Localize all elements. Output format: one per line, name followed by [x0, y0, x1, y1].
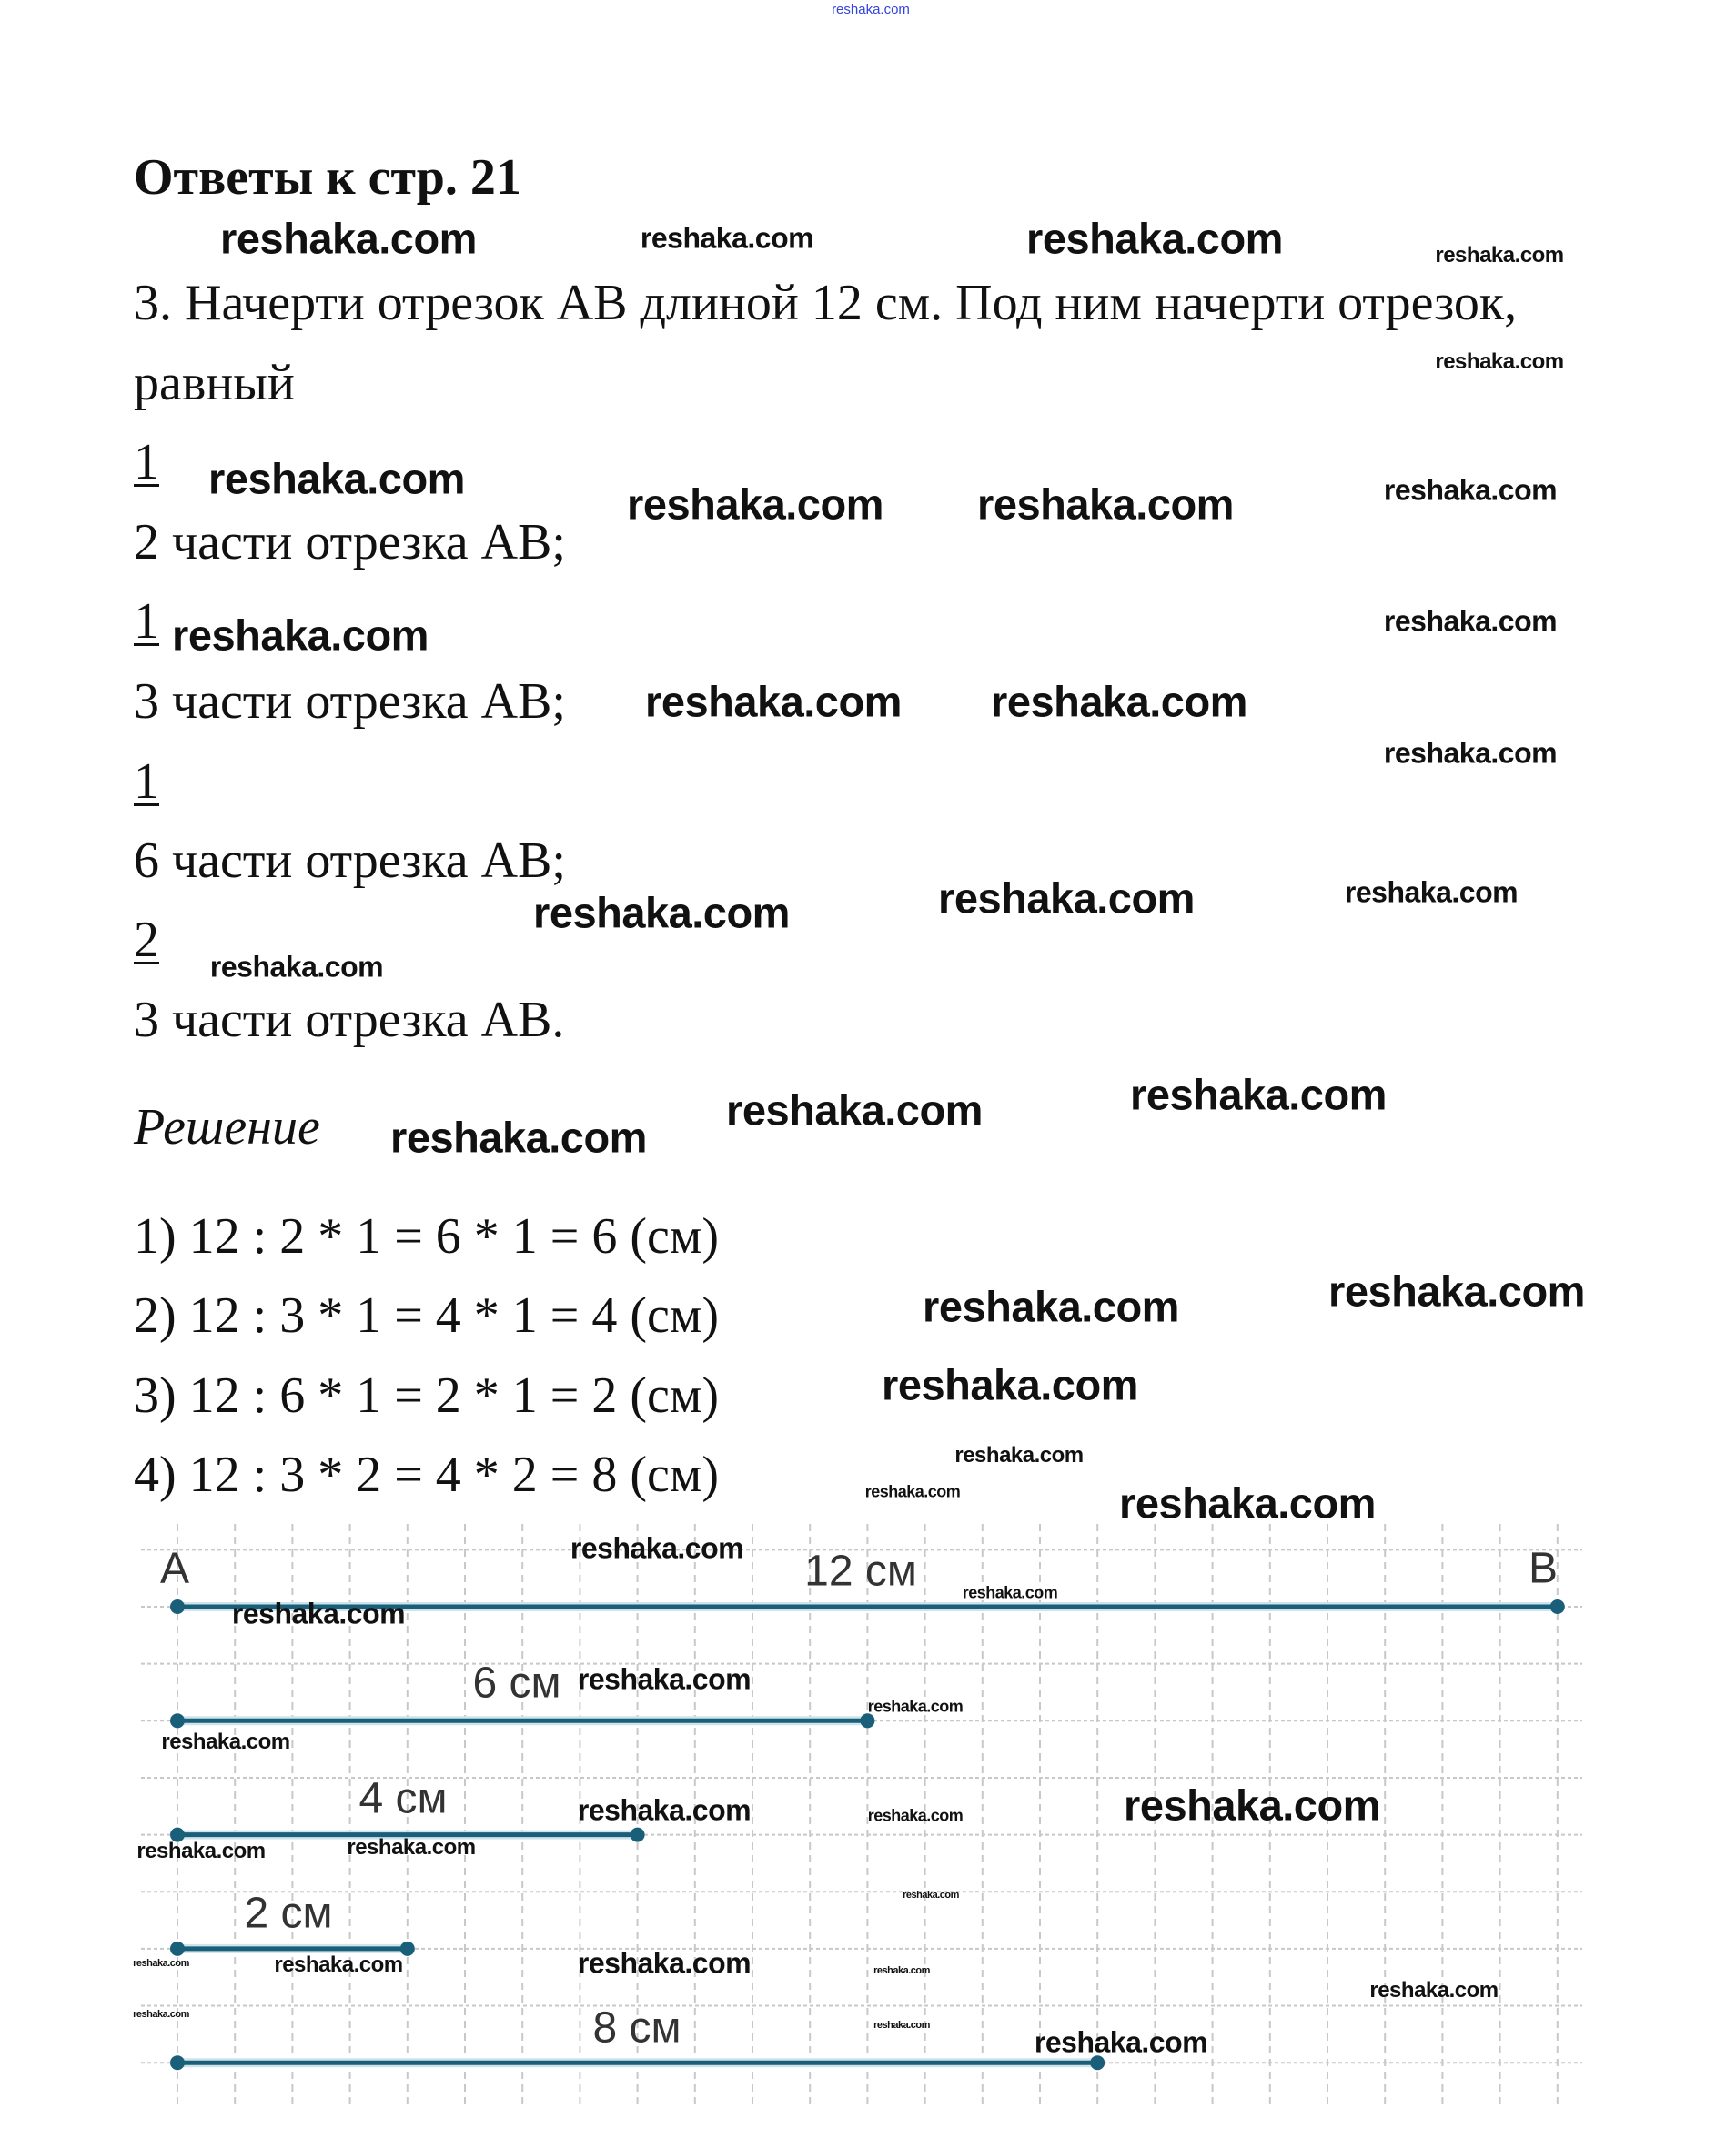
site-link[interactable]: reshaka.com — [832, 2, 910, 17]
fraction-numerator: 2 — [134, 912, 159, 968]
watermark: reshaka.com — [923, 1282, 1179, 1331]
watermark: reshaka.com — [938, 873, 1195, 923]
watermark: reshaka.com — [577, 1793, 752, 1827]
watermark: reshaka.com — [1383, 736, 1558, 770]
watermark: reshaka.com — [873, 1965, 930, 1976]
watermark: reshaka.com — [977, 479, 1234, 529]
watermark: reshaka.com — [533, 888, 790, 937]
watermark: reshaka.com — [1369, 1978, 1499, 2003]
watermark: reshaka.com — [1124, 1781, 1380, 1830]
watermark: reshaka.com — [1034, 2025, 1208, 2059]
watermark: reshaka.com — [645, 677, 902, 726]
watermark: reshaka.com — [1130, 1070, 1387, 1119]
page-title: Ответы к стр. 21 — [134, 149, 521, 206]
watermark: reshaka.com — [208, 454, 465, 503]
fraction-text: 3 части отрезка АВ. — [134, 992, 565, 1048]
watermark: reshaka.com — [1383, 473, 1558, 507]
watermark: reshaka.com — [1435, 243, 1564, 267]
segment-endpoint — [170, 2055, 185, 2070]
fraction-text: 2 части отрезка АВ; — [134, 514, 566, 570]
watermark: reshaka.com — [577, 1946, 752, 1980]
watermark: reshaka.com — [133, 2009, 189, 2020]
watermark: reshaka.com — [864, 1482, 961, 1501]
watermark: reshaka.com — [954, 1443, 1084, 1468]
segment-label: 12 см — [804, 1547, 917, 1596]
watermark: reshaka.com — [274, 1952, 403, 1977]
fraction-numerator: 1 — [134, 593, 159, 650]
solution-heading: Решение — [134, 1099, 320, 1155]
watermark: reshaka.com — [1344, 875, 1519, 909]
watermark: reshaka.com — [873, 2020, 930, 2031]
watermark: reshaka.com — [882, 1360, 1138, 1409]
watermark: reshaka.com — [161, 1730, 290, 1754]
watermark: reshaka.com — [209, 950, 384, 984]
watermark: reshaka.com — [962, 1583, 1058, 1602]
segment-endpoint — [170, 1942, 185, 1956]
watermark: reshaka.com — [903, 1890, 959, 1901]
watermark: reshaka.com — [172, 610, 429, 660]
segment-endpoint — [170, 1713, 185, 1728]
solution-step: 1) 12 : 2 * 1 = 6 * 1 = 6 (см) — [134, 1208, 719, 1265]
watermark: reshaka.com — [991, 677, 1247, 726]
fraction-numerator: 1 — [134, 434, 159, 490]
watermark: reshaka.com — [390, 1113, 647, 1162]
segment-label: 6 см — [472, 1659, 561, 1708]
segment-endpoint — [170, 1599, 185, 1614]
watermark: reshaka.com — [867, 1697, 964, 1716]
segment-endpoint — [631, 1828, 645, 1842]
point-a-label: A — [159, 1544, 190, 1593]
fraction-text: 3 части отрезка АВ; — [134, 673, 566, 730]
fraction-numerator: 1 — [134, 753, 159, 810]
point-b-label: B — [1528, 1544, 1559, 1593]
watermark: reshaka.com — [726, 1085, 983, 1135]
segment-endpoint — [1550, 1599, 1565, 1614]
watermark: reshaka.com — [231, 1597, 406, 1630]
solution-step: 3) 12 : 6 * 1 = 2 * 1 = 2 (см) — [134, 1367, 719, 1424]
watermark: reshaka.com — [640, 221, 814, 255]
fraction-text: 6 части отрезка АВ; — [134, 832, 566, 889]
segment-label: 4 см — [358, 1774, 448, 1823]
solution-step: 2) 12 : 3 * 1 = 4 * 1 = 4 (см) — [134, 1287, 719, 1344]
watermark: reshaka.com — [1026, 214, 1283, 263]
watermark: reshaka.com — [570, 1531, 744, 1565]
watermark: reshaka.com — [133, 1958, 189, 1969]
watermark: reshaka.com — [1383, 604, 1558, 638]
watermark: reshaka.com — [867, 1806, 964, 1825]
watermark: reshaka.com — [1328, 1266, 1585, 1316]
segment-label: 2 см — [244, 1889, 333, 1938]
watermark: reshaka.com — [1119, 1478, 1376, 1528]
watermark: reshaka.com — [627, 479, 883, 529]
watermark: reshaka.com — [1435, 349, 1564, 374]
segment-label: 8 см — [592, 2003, 681, 2053]
watermark: reshaka.com — [220, 214, 477, 263]
task-text-line-2: равный — [134, 355, 295, 411]
solution-step: 4) 12 : 3 * 2 = 4 * 2 = 8 (см) — [134, 1447, 719, 1503]
task-text-line-1: 3. Начерти отрезок АВ длиной 12 см. Под ним начерти отрезок, — [134, 275, 1518, 331]
watermark: reshaka.com — [347, 1835, 476, 1860]
watermark: reshaka.com — [136, 1839, 266, 1863]
watermark: reshaka.com — [577, 1662, 752, 1696]
